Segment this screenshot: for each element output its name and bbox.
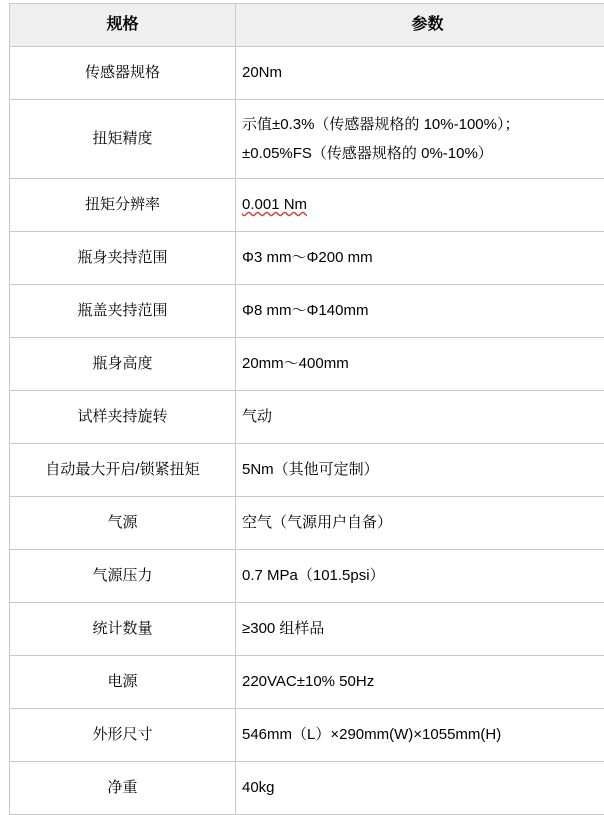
row-value — [236, 603, 604, 656]
row-value — [236, 100, 604, 179]
table-header-row — [10, 4, 604, 47]
row-value-line: Φ3 mm～Φ200 mm — [242, 247, 604, 269]
row-label: 电源 — [10, 656, 236, 709]
row-label: 扭矩精度 — [10, 100, 236, 179]
table-row — [10, 656, 604, 709]
specifications-table — [9, 3, 604, 815]
row-label: 瓶盖夹持范围 — [10, 285, 236, 338]
row-value — [236, 338, 604, 391]
row-value — [236, 656, 604, 709]
row-value — [236, 179, 604, 232]
row-label: 试样夹持旋转 — [10, 391, 236, 444]
row-label: 气源 — [10, 497, 236, 550]
row-label: 自动最大开启/锁紧扭矩 — [10, 444, 236, 497]
row-value — [236, 391, 604, 444]
table-row — [10, 550, 604, 603]
row-value — [236, 550, 604, 603]
row-value-line: ≥300 组样品 — [242, 618, 604, 640]
row-value-line: 0.7 MPa（101.5psi） — [242, 565, 604, 587]
row-label: 瓶身夹持范围 — [10, 232, 236, 285]
row-value-line: 220VAC±10% 50Hz — [242, 671, 604, 693]
table-row — [10, 338, 604, 391]
row-value-line: 空气（气源用户自备） — [242, 512, 604, 534]
column-header-parameter: 参数 — [236, 4, 604, 47]
row-value-line: 546mm（L）×290mm(W)×1055mm(H) — [242, 724, 604, 746]
row-value-line: 气动 — [242, 406, 604, 428]
row-label: 统计数量 — [10, 603, 236, 656]
row-value-line: 40kg — [242, 777, 604, 799]
row-label: 瓶身高度 — [10, 338, 236, 391]
table-row — [10, 444, 604, 497]
row-label: 外形尺寸 — [10, 709, 236, 762]
row-value-line: 20Nm — [242, 62, 604, 84]
table-row — [10, 709, 604, 762]
row-label: 扭矩分辨率 — [10, 179, 236, 232]
row-value — [236, 285, 604, 338]
table-row — [10, 179, 604, 232]
table-row — [10, 603, 604, 656]
table-header — [10, 4, 604, 47]
column-header-spec: 规格 — [10, 4, 236, 47]
row-value — [236, 232, 604, 285]
row-value — [236, 709, 604, 762]
row-value — [236, 444, 604, 497]
row-label: 传感器规格 — [10, 47, 236, 100]
row-label: 气源压力 — [10, 550, 236, 603]
table-row — [10, 47, 604, 100]
table-row — [10, 391, 604, 444]
row-value — [236, 762, 604, 815]
row-value — [236, 47, 604, 100]
row-value-line: ±0.05%FS（传感器规格的 0%-10%） — [242, 143, 604, 165]
row-value-line: 示值±0.3%（传感器规格的 10%-100%）； — [242, 114, 604, 136]
table-row — [10, 285, 604, 338]
row-value-line: 5Nm（其他可定制） — [242, 459, 604, 481]
table-row — [10, 762, 604, 815]
row-label: 净重 — [10, 762, 236, 815]
table-row — [10, 100, 604, 179]
row-value-line: 0.001 Nm — [242, 194, 604, 216]
row-value — [236, 497, 604, 550]
row-value-line: 20mm～400mm — [242, 353, 604, 375]
row-value-line: Φ8 mm～Φ140mm — [242, 300, 604, 322]
table-row — [10, 232, 604, 285]
table-row — [10, 497, 604, 550]
table-body — [10, 47, 604, 815]
